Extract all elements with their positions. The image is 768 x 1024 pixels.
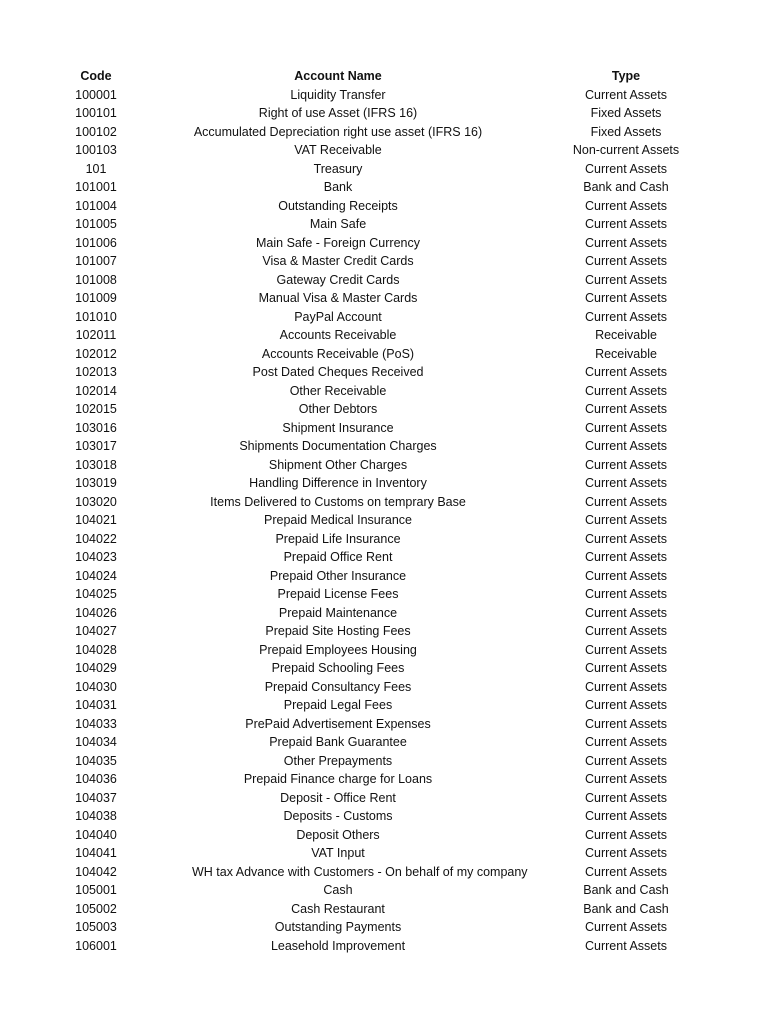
account-name: Cash Restaurant (291, 901, 385, 916)
account-type: Current Assets (585, 846, 667, 860)
table-row (0, 548, 768, 567)
table-row (0, 493, 768, 512)
account-name: Prepaid Site Hosting Fees (265, 624, 411, 638)
account-code: 101009 (75, 291, 117, 305)
account-type: Current Assets (585, 938, 667, 953)
table-row (0, 437, 768, 456)
account-code: 101007 (75, 254, 117, 268)
table-row (0, 715, 768, 734)
account-type: Current Assets (585, 624, 667, 638)
account-type: Current Assets (585, 920, 667, 934)
table-row (0, 826, 768, 845)
accounts-sheet (0, 67, 768, 955)
account-type: Current Assets (585, 513, 667, 527)
account-code: 104021 (75, 513, 117, 527)
account-type: Fixed Assets (590, 124, 662, 139)
account-type: Current Assets (585, 272, 667, 287)
account-code: 104023 (75, 550, 117, 564)
account-name: WH tax Advance with Customers - On behalf of my company (192, 864, 528, 879)
account-name: Treasury (313, 161, 363, 176)
account-name: Prepaid Life Insurance (275, 531, 401, 546)
account-code: 104031 (75, 698, 117, 712)
account-type: Receivable (595, 328, 657, 342)
account-code: 104035 (75, 753, 117, 768)
account-code: 100102 (75, 124, 117, 139)
table-row (0, 678, 768, 697)
account-code: 100103 (75, 143, 117, 157)
account-name: Other Debtors (298, 402, 378, 416)
table-row (0, 604, 768, 623)
account-name: VAT Receivable (294, 143, 382, 157)
account-code: 105003 (75, 920, 117, 934)
account-type: Current Assets (585, 827, 667, 842)
table-row (0, 567, 768, 586)
account-name: Visa & Master Credit Cards (262, 254, 414, 268)
account-type: Current Assets (585, 254, 667, 268)
account-code: 104024 (75, 568, 117, 583)
account-type: Current Assets (585, 494, 667, 509)
account-name: Prepaid Maintenance (278, 605, 398, 620)
account-code: 105002 (75, 901, 117, 916)
account-name: Prepaid Consultancy Fees (264, 679, 412, 694)
account-name: Accumulated Depreciation right use asset (IFRS 16) (193, 124, 483, 139)
account-code: 104026 (75, 605, 117, 620)
account-code: 104025 (75, 587, 117, 601)
table-row (0, 86, 768, 105)
account-code: 106001 (75, 938, 117, 953)
table-body (0, 86, 768, 956)
account-type: Current Assets (585, 235, 667, 250)
account-type: Bank and Cash (583, 180, 669, 194)
header-type: Type (611, 69, 641, 83)
table-row (0, 456, 768, 475)
account-type: Current Assets (585, 735, 667, 749)
account-code: 103016 (75, 420, 117, 435)
account-type: Current Assets (585, 809, 667, 823)
account-name: Prepaid Schooling Fees (271, 661, 405, 675)
account-type: Current Assets (585, 161, 667, 176)
table-row (0, 178, 768, 197)
account-name: Shipment Insurance (282, 420, 394, 435)
account-code: 104022 (75, 531, 117, 546)
account-code: 104038 (75, 809, 117, 823)
account-code: 104028 (75, 642, 117, 657)
account-type: Current Assets (585, 772, 667, 786)
table-row (0, 234, 768, 253)
account-code: 104034 (75, 735, 117, 749)
table-row (0, 271, 768, 290)
account-code: 101008 (75, 272, 117, 287)
account-type: Current Assets (585, 383, 667, 398)
header-account-name: Account Name (294, 69, 382, 83)
account-name: Leasehold Improvement (270, 938, 406, 953)
table-row (0, 252, 768, 271)
account-name: Prepaid Legal Fees (283, 698, 393, 712)
account-type: Current Assets (585, 698, 667, 712)
account-code: 105001 (75, 883, 117, 897)
account-name: Prepaid Employees Housing (259, 642, 417, 657)
account-code: 104036 (75, 772, 117, 786)
account-name: PrePaid Advertisement Expenses (245, 716, 431, 731)
account-type: Current Assets (585, 476, 667, 490)
account-type: Current Assets (585, 291, 667, 305)
account-type: Current Assets (585, 661, 667, 675)
table-row (0, 123, 768, 142)
account-name: Deposit Others (296, 827, 380, 842)
table-row (0, 326, 768, 345)
account-code: 104041 (75, 846, 117, 860)
account-type: Current Assets (585, 587, 667, 601)
account-code: 104029 (75, 661, 117, 675)
account-code: 100001 (75, 87, 117, 102)
account-type: Current Assets (585, 365, 667, 379)
account-name: Accounts Receivable (PoS) (261, 346, 415, 361)
account-type: Current Assets (585, 864, 667, 879)
table-row (0, 807, 768, 826)
table-row (0, 696, 768, 715)
account-name: Cash (323, 883, 353, 897)
account-code: 104040 (75, 827, 117, 842)
table-row (0, 308, 768, 327)
table-row (0, 789, 768, 808)
table-row (0, 419, 768, 438)
account-name: Outstanding Payments (274, 920, 402, 934)
account-code: 103017 (75, 439, 117, 453)
account-code: 101 (85, 161, 107, 176)
table-row (0, 770, 768, 789)
account-name: Main Safe - Foreign Currency (256, 235, 420, 250)
table-row (0, 844, 768, 863)
accounts-table (0, 67, 768, 955)
table-row (0, 215, 768, 234)
account-type: Current Assets (585, 605, 667, 620)
account-code: 101001 (75, 180, 117, 194)
account-name: Items Delivered to Customs on temprary Base (210, 494, 466, 509)
account-code: 102012 (75, 346, 117, 361)
account-code: 104042 (75, 864, 117, 879)
account-type: Current Assets (585, 531, 667, 546)
table-row (0, 197, 768, 216)
account-code: 104033 (75, 716, 117, 731)
header-row (0, 67, 768, 86)
account-type: Bank and Cash (583, 901, 669, 916)
account-name: Prepaid License Fees (277, 587, 399, 601)
account-name: Shipments Documentation Charges (239, 439, 437, 453)
table-row (0, 752, 768, 771)
account-name: Deposits - Customs (283, 809, 393, 823)
account-name: Other Receivable (289, 383, 387, 398)
table-row (0, 622, 768, 641)
account-name: Other Prepayments (283, 753, 393, 768)
account-code: 104027 (75, 624, 117, 638)
account-type: Current Assets (585, 439, 667, 453)
account-name: Manual Visa & Master Cards (258, 291, 418, 305)
account-name: Prepaid Other Insurance (269, 568, 407, 583)
account-name: Handling Difference in Inventory (249, 476, 427, 490)
account-type: Current Assets (585, 420, 667, 435)
account-code: 102014 (75, 383, 117, 398)
table-row (0, 937, 768, 956)
account-name: Prepaid Finance charge for Loans (243, 772, 433, 786)
table-row (0, 900, 768, 919)
account-code: 103020 (75, 494, 117, 509)
account-name: PayPal Account (294, 309, 382, 324)
account-code: 101006 (75, 235, 117, 250)
account-type: Current Assets (585, 716, 667, 731)
account-type: Current Assets (585, 402, 667, 416)
table-row (0, 345, 768, 364)
account-type: Current Assets (585, 217, 667, 231)
account-name: Prepaid Office Rent (283, 550, 393, 564)
table-row (0, 474, 768, 493)
account-name: Prepaid Medical Insurance (264, 513, 412, 527)
table-row (0, 659, 768, 678)
account-name: Gateway Credit Cards (276, 272, 400, 287)
account-type: Current Assets (585, 790, 667, 805)
table-row (0, 863, 768, 882)
table-row (0, 641, 768, 660)
table-row (0, 400, 768, 419)
account-name: Outstanding Receipts (278, 198, 398, 213)
account-type: Current Assets (585, 550, 667, 564)
account-code: 103018 (75, 457, 117, 472)
account-type: Current Assets (585, 87, 667, 102)
table-row (0, 585, 768, 604)
account-type: Current Assets (585, 753, 667, 768)
account-type: Receivable (595, 346, 657, 361)
account-type: Current Assets (585, 457, 667, 472)
account-type: Non-current Assets (572, 143, 680, 157)
table-row (0, 881, 768, 900)
table-row (0, 289, 768, 308)
account-name: Accounts Receivable (279, 328, 397, 342)
account-code: 102011 (75, 328, 117, 342)
account-name: Main Safe (309, 217, 367, 231)
table-row (0, 530, 768, 549)
table-row (0, 511, 768, 530)
account-code: 102015 (75, 402, 117, 416)
header-code: Code (80, 69, 112, 83)
account-code: 101004 (75, 198, 117, 213)
account-code: 103019 (75, 476, 117, 490)
account-type: Current Assets (585, 642, 667, 657)
account-name: Deposit - Office Rent (280, 790, 396, 805)
account-name: Bank (323, 180, 353, 194)
account-name: Post Dated Cheques Received (252, 365, 424, 379)
table-row (0, 363, 768, 382)
account-type: Current Assets (585, 198, 667, 213)
table-row (0, 104, 768, 123)
account-code: 100101 (75, 106, 117, 120)
account-code: 101010 (75, 309, 117, 324)
account-type: Bank and Cash (583, 883, 669, 897)
table-row (0, 733, 768, 752)
account-code: 101005 (75, 217, 117, 231)
account-type: Current Assets (585, 568, 667, 583)
table-row (0, 918, 768, 937)
account-name: Liquidity Transfer (290, 87, 386, 102)
account-name: Prepaid Bank Guarantee (269, 735, 407, 749)
account-type: Fixed Assets (590, 106, 662, 120)
account-code: 102013 (75, 365, 117, 379)
table-row (0, 160, 768, 179)
account-type: Current Assets (585, 309, 667, 324)
account-code: 104037 (75, 790, 117, 805)
account-name: Right of use Asset (IFRS 16) (258, 106, 418, 120)
account-type: Current Assets (585, 679, 667, 694)
account-code: 104030 (75, 679, 117, 694)
account-name: Shipment Other Charges (268, 457, 408, 472)
table-row (0, 141, 768, 160)
table-row (0, 382, 768, 401)
account-name: VAT Input (311, 846, 365, 860)
